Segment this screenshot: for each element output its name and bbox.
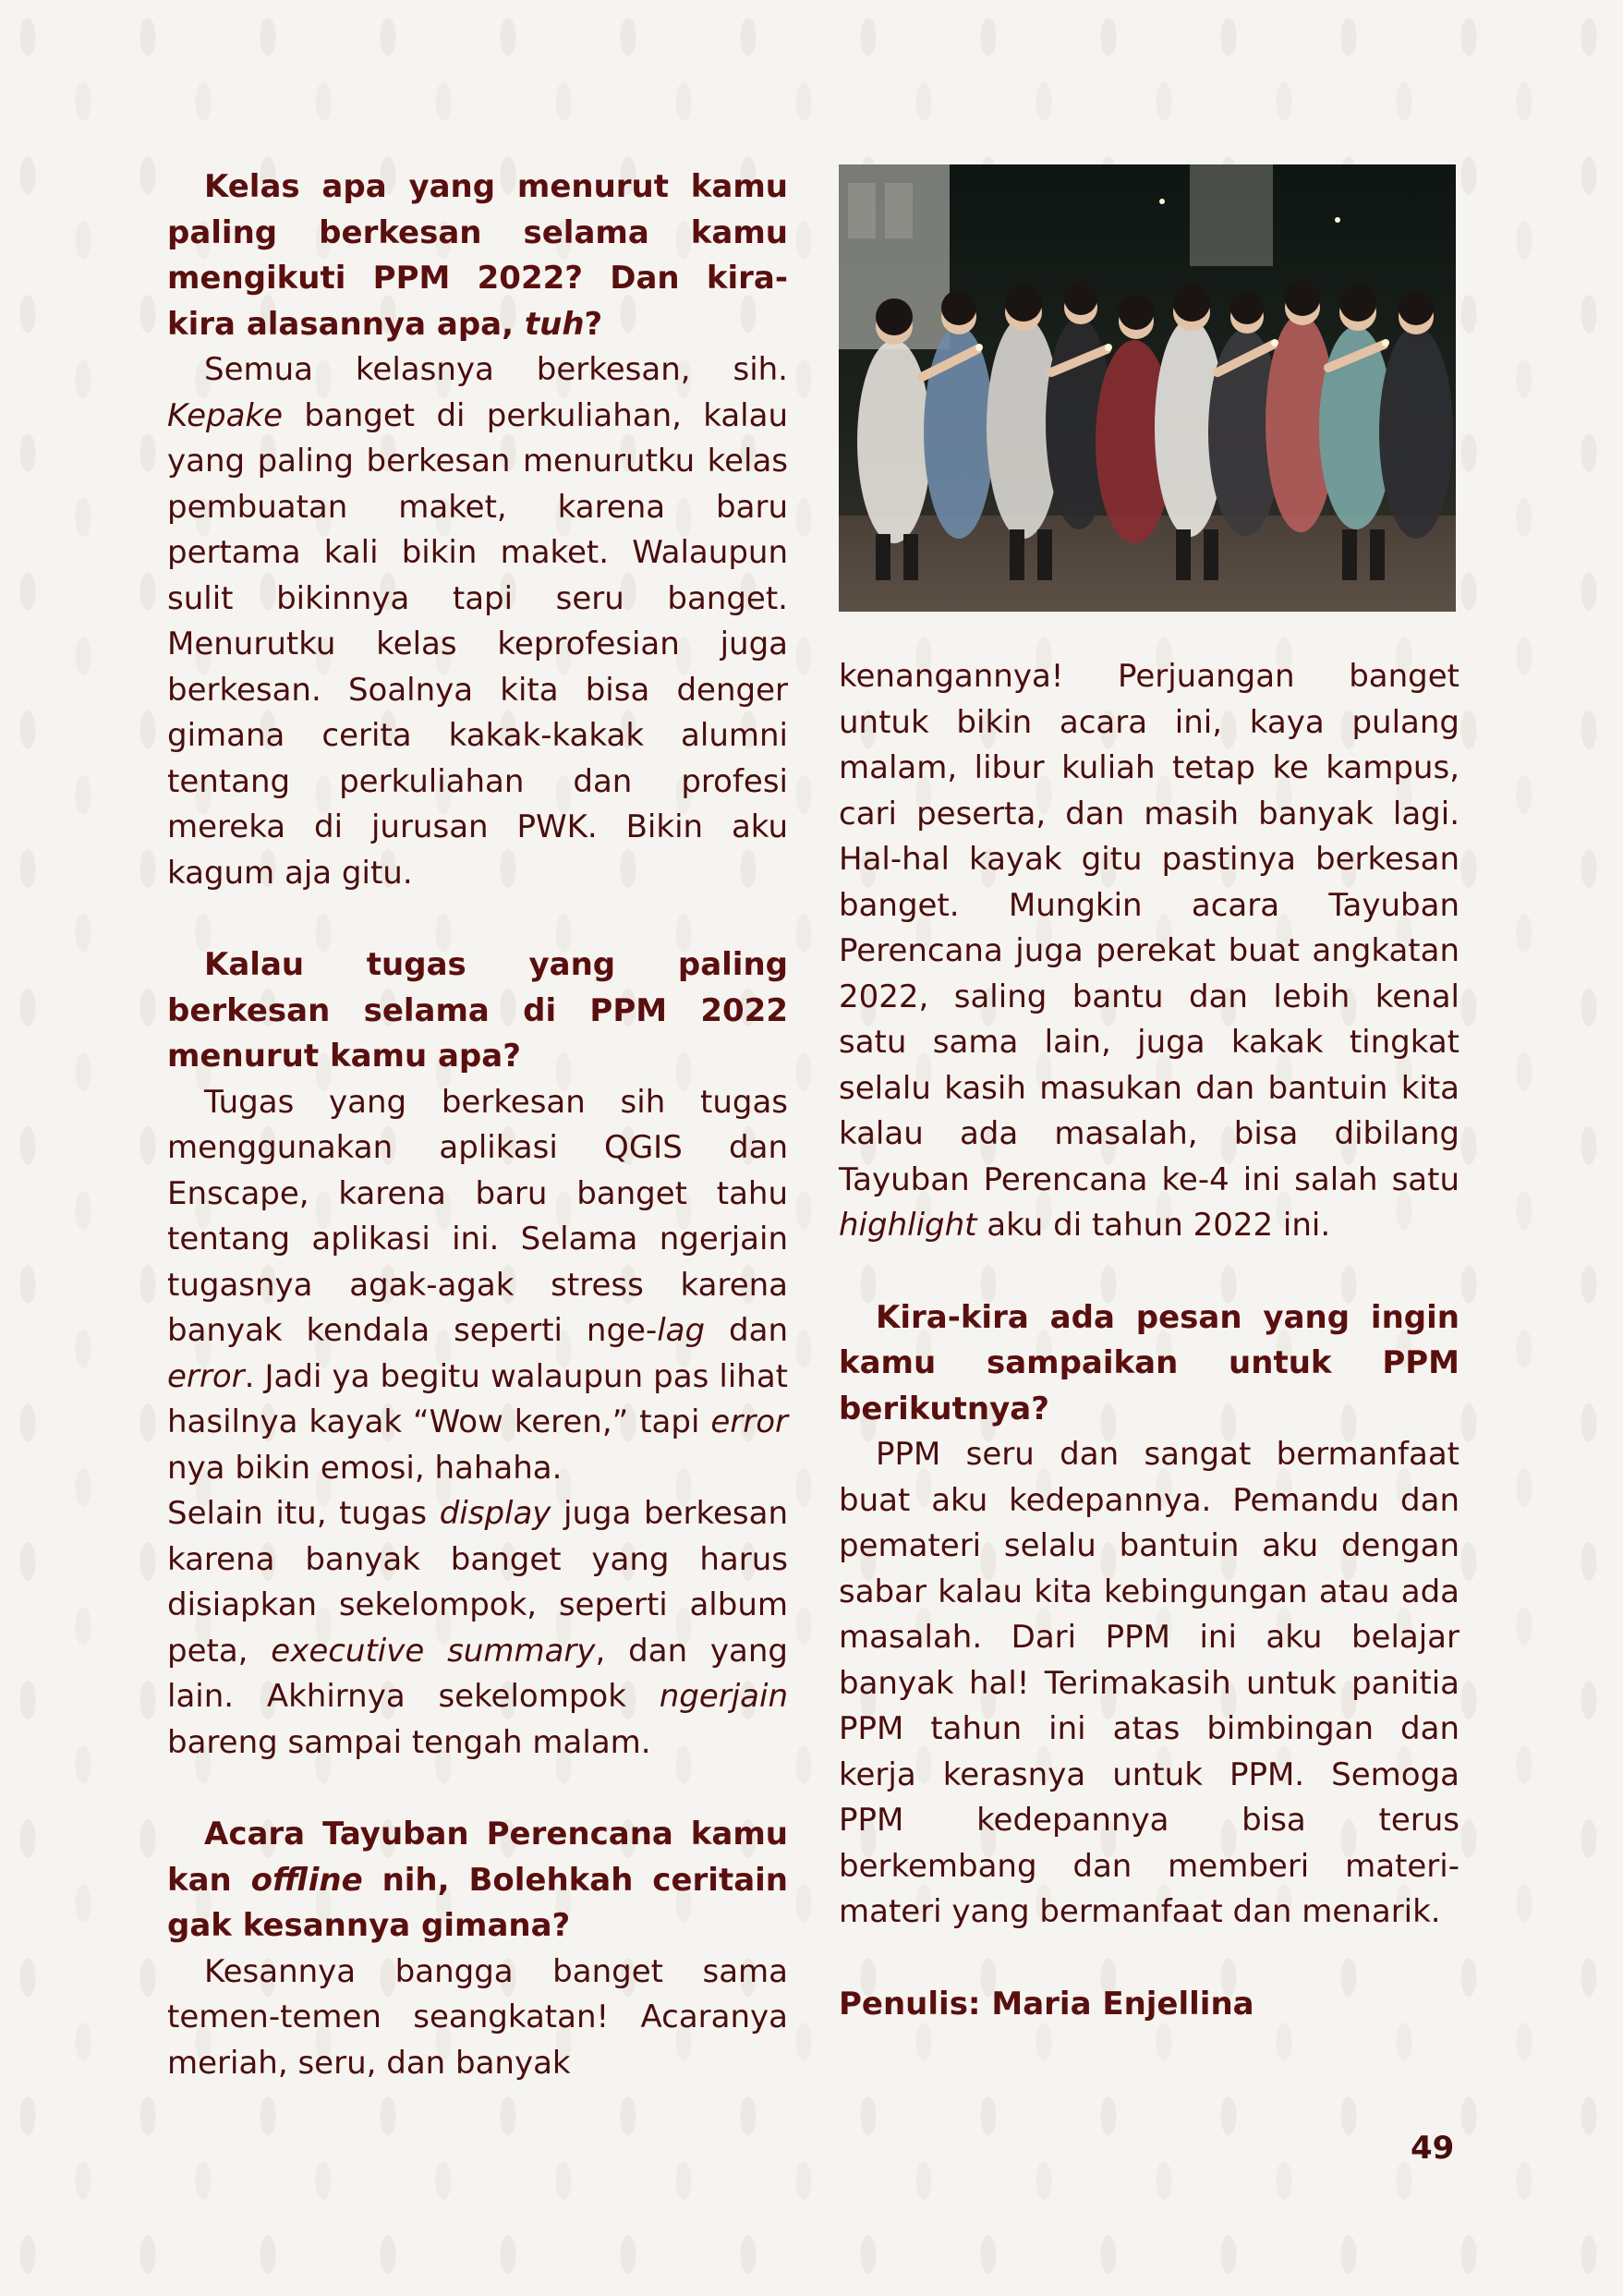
answer-2: Tugas yang berkesan sih tugas menggunakan aplikasi QGIS dan Enscape, karena baru banget tahu tentang aplikasi ini. Selama ngerjain tugasnya agak-agak stress karena banyak kendala seperti nge-lag dan error. Jadi ya begitu walaupun pas lihat hasilnya kayak “Wow keren,” tapi error nya bikin emosi, hahaha. [167, 1083, 788, 1487]
question-1: Kelas apa yang menurut kamu paling berkesan selama kamu mengikuti PPM 2022? Dan kira-kira alasannya apa, tuh? [167, 168, 788, 343]
answer-1: Semua kelasnya berkesan, sih. Kepake banget di perkuliahan, kalau yang paling berkesan menurutku kelas pembuatan maket, karena baru pertama kali bikin maket. Walaupun sulit bikinnya tapi seru banget. Menurutku kelas keprofesian juga berkesan. Soalnya kita bisa denger gimana cerita kakak-kakak alumni tentang perkuliahan dan profesi mereka di jurusan PWK. Bikin aku kagum aja gitu. [167, 351, 788, 892]
answer-3-continued: kenangannya! Perjuangan banget untuk bikin acara ini, kaya pulang malam, libur kuliah tetap ke kampus, cari peserta, dan masih banyak lagi. Hal-hal kayak gitu pastinya berkesan banget. Mungkin acara Tayuban Perencana juga perekat buat angkatan 2022, saling bantu dan lebih kenal satu sama lain, juga kakak tingkat selalu kasih masukan dan bantuin kita kalau ada masalah, bisa dibilang Tayuban Perencana ke-4 ini salah satu highlight aku di tahun 2022 ini. [839, 658, 1459, 1244]
answer-3: Kesannya bangga banget sama temen-temen seangkatan! Acaranya meriah, seru, dan banyak [167, 1952, 788, 2082]
question-4: Kira-kira ada pesan yang ingin kamu sampaikan untuk PPM berikutnya? [839, 1298, 1459, 1427]
author-credit: Penulis: Maria Enjellina [839, 1985, 1254, 2023]
question-3: Acara Tayuban Perencana kamu kan offline nih, Bolehkah ceritain gak kesannya gimana? [167, 1816, 788, 1944]
page-number: 49 [1411, 2130, 1455, 2167]
answer-2b: Selain itu, tugas display juga berkesan karena banyak banget yang harus disiapkan sekelompok, seperti album peta, executive summary, dan yang lain. Akhirnya sekelompok ngerjain bareng sampai tengah malam. [167, 1495, 789, 1761]
crowd-photo-image [839, 164, 1456, 612]
event-photo [839, 164, 1456, 612]
question-2: Kalau tugas yang paling berkesan selama di PPM 2022 menurut kamu apa? [167, 946, 788, 1075]
answer-4: PPM seru dan sangat bermanfaat buat aku kedepannya. Pemandu dan pemateri selalu bantuin aku dengan sabar kalau kita kebingungan atau ada masalah. Dari PPM ini aku belajar banyak hal! Terimakasih untuk panitia PPM tahun ini atas bimbingan dan kerja kerasnya untuk PPM. Semoga PPM kedepannya bisa terus berkembang dan memberi materi-materi yang bermanfaat dan menarik. [839, 1436, 1459, 1930]
right-column [839, 164, 1459, 2027]
left-column [167, 164, 788, 2086]
